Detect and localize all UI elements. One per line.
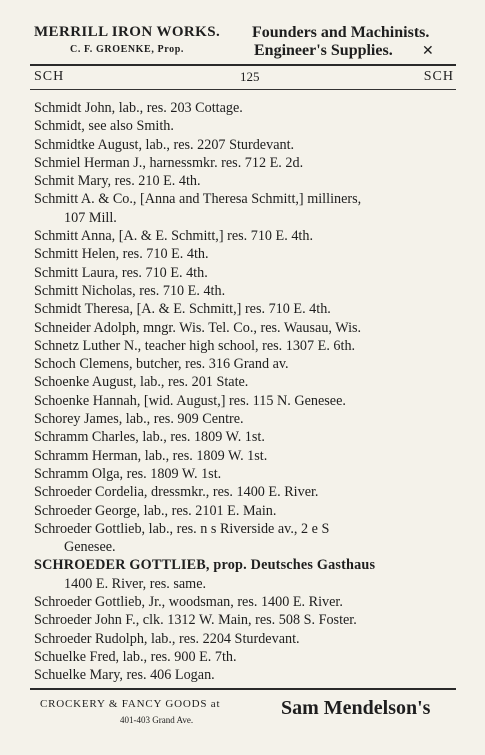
directory-entry: Schmidtke August, lab., res. 2207 Sturdevant. [34,136,295,153]
directory-entry: Schmit Mary, res. 210 E. 4th. [34,173,201,190]
directory-entry: Schmitt Helen, res. 710 E. 4th. [34,246,209,263]
directory-entry: Schroeder Gottlieb, lab., res. n s Riverside av., 2 e S [34,520,330,537]
ad-trade: Founders and Machinists. [252,24,430,41]
header-rule-top [30,64,456,66]
directory-entry-featured: SCHROEDER GOTTLIEB, prop. Deutsches Gasthaus [34,557,376,574]
ornament-icon: ✕ [422,43,434,59]
directory-entry: Schroeder Gottlieb, Jr., woodsman, res. 1400 E. River. [34,594,343,611]
directory-entry: Schuelke Fred, lab., res. 900 E. 7th. [34,648,237,665]
bottom-advertisement [0,690,485,755]
ad-company-name: MERRILL IRON WORKS. [34,24,221,40]
directory-entry: Schramm Charles, lab., res. 1809 W. 1st. [34,429,265,446]
directory-entry: Schroeder Rudolph, lab., res. 2204 Sturdevant. [34,630,300,647]
directory-entry-continuation: 107 Mill. [64,209,117,226]
directory-entry: Schramm Olga, res. 1809 W. 1st. [34,465,222,482]
ad-goods: CROCKERY & FANCY GOODS at [40,698,221,710]
ad-proprietor: C. F. GROENKE, Prop. [70,44,184,55]
directory-entry: Schnetz Luther N., teacher high school, res. 1307 E. 6th. [34,337,356,354]
directory-entry: Schmidt Theresa, [A. & E. Schmitt,] res. 710 E. 4th. [34,301,331,318]
directory-entry: Schmitt Nicholas, res. 710 E. 4th. [34,282,226,299]
ad-address: 401-403 Grand Ave. [120,715,194,725]
running-head [30,68,456,88]
directory-entry: Schoenke August, lab., res. 201 State. [34,374,249,391]
directory-entry: Schneider Adolph, mngr. Wis. Tel. Co., res. Wausau, Wis. [34,319,362,336]
ad-supplies: Engineer's Supplies. [254,42,393,59]
directory-entry: Schmiel Herman J., harnessmkr. res. 712 E. 2d. [34,154,304,171]
header-rule-bottom [30,89,456,90]
directory-entry: Schmitt Laura, res. 710 E. 4th. [34,264,208,281]
directory-entry: Schmitt A. & Co., [Anna and Theresa Schmitt,] milliners, [34,191,362,208]
running-head-right: SCH [423,69,454,84]
ad-merchant: Sam Mendelson's [281,697,431,719]
directory-entries [34,99,460,685]
directory-entry: Schoch Clemens, butcher, res. 316 Grand av. [34,356,289,373]
directory-entry: Schmitt Anna, [A. & E. Schmitt,] res. 710 E. 4th. [34,228,313,245]
directory-entry: Schroeder George, lab., res. 2101 E. Main. [34,502,277,519]
directory-entry: Schmidt John, lab., res. 203 Cottage. [34,100,243,116]
directory-entry: Schroeder Cordelia, dressmkr., res. 1400 E. River. [34,484,319,501]
directory-entry-continuation: 1400 E. River, res. same. [64,575,207,592]
directory-entry: Schmidt, see also Smith. [34,118,174,135]
directory-entry: Schuelke Mary, res. 406 Logan. [34,667,215,684]
directory-entry: Schoenke Hannah, [wid. August,] res. 115 N. Genesee. [34,392,346,409]
directory-entry: Schorey James, lab., res. 909 Centre. [34,411,244,428]
directory-entry-continuation: Genesee. [64,539,116,556]
directory-entry: Schroeder John F., clk. 1312 W. Main, res. 508 S. Foster. [34,612,357,629]
directory-entry: Schramm Herman, lab., res. 1809 W. 1st. [34,447,268,464]
running-head-left: SCH [34,69,65,84]
top-advertisement [0,0,485,62]
page-number: 125 [240,69,260,84]
